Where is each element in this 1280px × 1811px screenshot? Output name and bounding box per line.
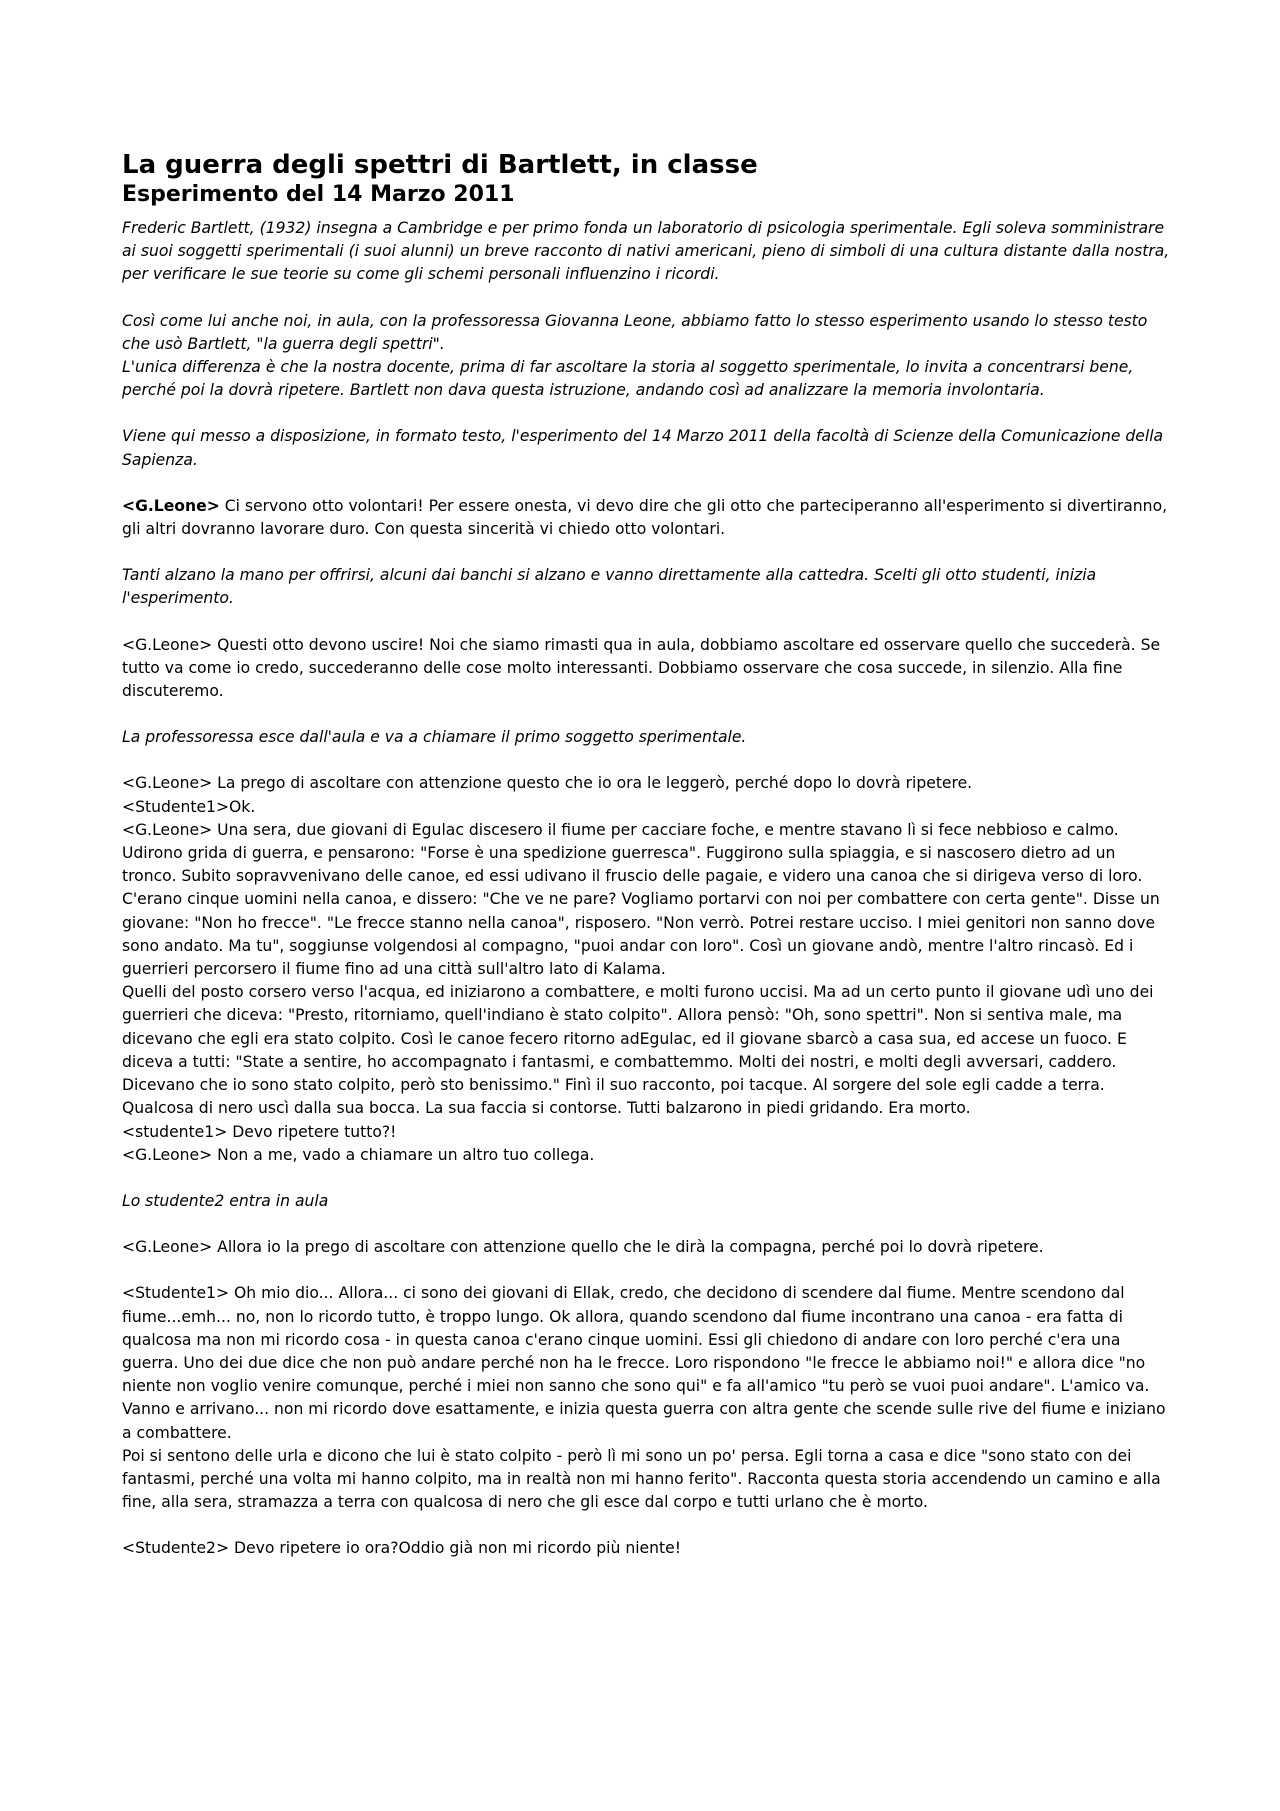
page-title: La guerra degli spettri di Bartlett, in classe [122, 150, 758, 180]
dialogue-paragraph-2: <G.Leone> Questi otto devono uscire! Noi che siamo rimasti qua in aula, dobbiamo ascoltare ed osservare quello che succederà. Se tutto va come io credo, succederanno delle cose molto interessanti. Dobbiamo osservare che cosa succede, in silenzio. Alla fine discuteremo. [122, 635, 1161, 701]
document-page [122, 150, 1172, 1561]
dialogue-paragraph-5: <Studente1> Oh mio dio... Allora... ci sono dei giovani di Ellak, credo, che decidono di scendere dal fiume. Mentre scendono dal fiume...emh... no, non lo ricordo tutto, è troppo lungo. Ok allora, quando scendono dal fiume incontrano una canoa - era fatta di qualcosa ma non mi ricordo cosa - in questa canoa c'erano cinque uomini. Essi gli chiedono di andare con loro perché c'era una guerra. Uno dei due dice che non può andare perché non ha le frecce. Loro rispondono "le frecce le abbiamo noi!" e allora dice "no niente non voglio venire comunque, perché i miei non sanno che sono qui" e fa all'amico "tu però se vuoi puoi andare". L'amico va. Vanno e arrivano... non mi ricordo dove esattamente, e inizia questa guerra con altra gente che scende sulle rive del fiume e iniziano a combattere. Poi si sentono delle urla e dicono che lui è stato colpito - però lì mi sono un po' persa. Egli torna a casa e dice "sono stato con dei fantasmi, perché una volta mi hanno colpito, ma in realtà non mi hanno ferito". Racconta questa storia accendendo un camino e alla fine, alla sera, stramazza a terra con qualcosa di nero che gli esce dal corpo e tutti urlano che è morto. [122, 1284, 1166, 1512]
stage-direction-1: Tanti alzano la mano per offrirsi, alcuni dai banchi si alzano e vanno direttamente alla cattedra. Scelti gli otto studenti, inizia l'esperimento. [122, 566, 1097, 608]
intro-paragraph-2: Così come lui anche noi, in aula, con la professoressa Giovanna Leone, abbiamo fatto lo stesso esperimento usando lo stesso testo che usò Bartlett, "la guerra degli spettri". L'unica differenza è che la nostra docente, prima di far ascoltare la storia al soggetto sperimentale, lo invita a concentrarsi bene, perché poi la dovrà ripetere. Bartlett non dava questa istruzione, andando così ad analizzare la memoria involontaria. [122, 311, 1148, 400]
speaker-label: <G.Leone> [122, 496, 220, 515]
stage-direction-3: Lo studente2 entra in aula [122, 1191, 329, 1210]
dialogue-paragraph-6: <Studente2> Devo ripetere io ora?Oddio già non mi ricordo più niente! [122, 1539, 681, 1558]
intro-paragraph-1: Frederic Bartlett, (1932) insegna a Cambridge e per primo fonda un laboratorio di psicologia sperimentale. Egli soleva somministrare ai suoi soggetti sperimentali (i suoi alunni) un breve racconto di nativi americani, pieno di simboli di una cultura distante dalla nostra, per verificare le sue teorie su come gli schemi personali influenzino i ricordi. [122, 219, 1170, 284]
stage-direction-2: La professoressa esce dall'aula e va a chiamare il primo soggetto sperimentale. [122, 728, 747, 747]
page-subtitle: Esperimento del 14 Marzo 2011 [122, 182, 515, 207]
dialogue-paragraph-4: <G.Leone> Allora io la prego di ascoltare con attenzione quello che le dirà la compagna, perché poi lo dovrà ripetere. [122, 1238, 1044, 1257]
intro-paragraph-3: Viene qui messo a disposizione, in formato testo, l'esperimento del 14 Marzo 2011 della facoltà di Scienze della Comunicazione della Sapienza. [122, 427, 1164, 469]
dialogue-text: Ci servono otto volontari! Per essere onesta, vi devo dire che gli otto che parteciperanno all'esperimento si divertiranno, gli altri dovranno lavorare duro. Con questa sincerità vi chiedo otto volontari. [122, 496, 1168, 539]
dialogue-paragraph-3: <G.Leone> La prego di ascoltare con attenzione questo che io ora le leggerò, perché dopo lo dovrà ripetere. <Studente1>Ok. <G.Leone> Una sera, due giovani di Egulac discesero il fiume per cacciare foche, e mentre stavano lì si fece nebbioso e calmo. Udirono grida di guerra, e pensarono: "Forse è una spedizione guerresca". Fuggirono sulla spiaggia, e si nascosero dietro ad un tronco. Subito sopravvenivano delle canoe, ed essi udivano il fruscio delle pagaie, e videro una canoa che si dirigeva verso di loro. C'erano cinque uomini nella canoa, e dissero: "Che ve ne pare? Vogliamo portarvi con noi per combattere con certa gente". Disse un giovane: "Non ho frecce". "Le frecce stanno nella canoa", risposero. "Non verrò. Potrei restare ucciso. I miei genitori non sanno dove sono andato. Ma tu", soggiunse volgendosi al compagno, "puoi andar con loro". Così un giovane andò, mentre l'altro rincasò. Ed i guerrieri percorsero il fiume fino ad una città sull'altro lato di Kalama. Quelli del posto corsero verso l'acqua, ed iniziarono a combattere, e molti furono uccisi. Ma ad un certo punto il giovane udì uno dei guerrieri che diceva: "Presto, ritorniamo, quell'indiano è stato colpito". Allora pensò: "Oh, sono spettri". Non si sentiva male, ma dicevano che egli era stato colpito. Così le canoe fecero ritorno adEgulac, ed il giovane sbarcò a casa sua, ed accese un fuoco. E diceva a tutti: "State a sentire, ho accompagnato i fantasmi, e combattemmo. Molti dei nostri, e molti degli avversari, caddero. Dicevano che io sono stato colpito, però sto benissimo." Finì il suo racconto, poi tacque. Al sorgere del sole egli cadde a terra. Qualcosa di nero uscì dalla sua bocca. La sua faccia si contorse. Tutti balzarono in piedi gridando. Era morto. <studente1> Devo ripetere tutto?! <G.Leone> Non a me, vado a chiamare un altro tuo collega. [122, 774, 1160, 1164]
dialogue-paragraph-1 [122, 495, 1172, 541]
